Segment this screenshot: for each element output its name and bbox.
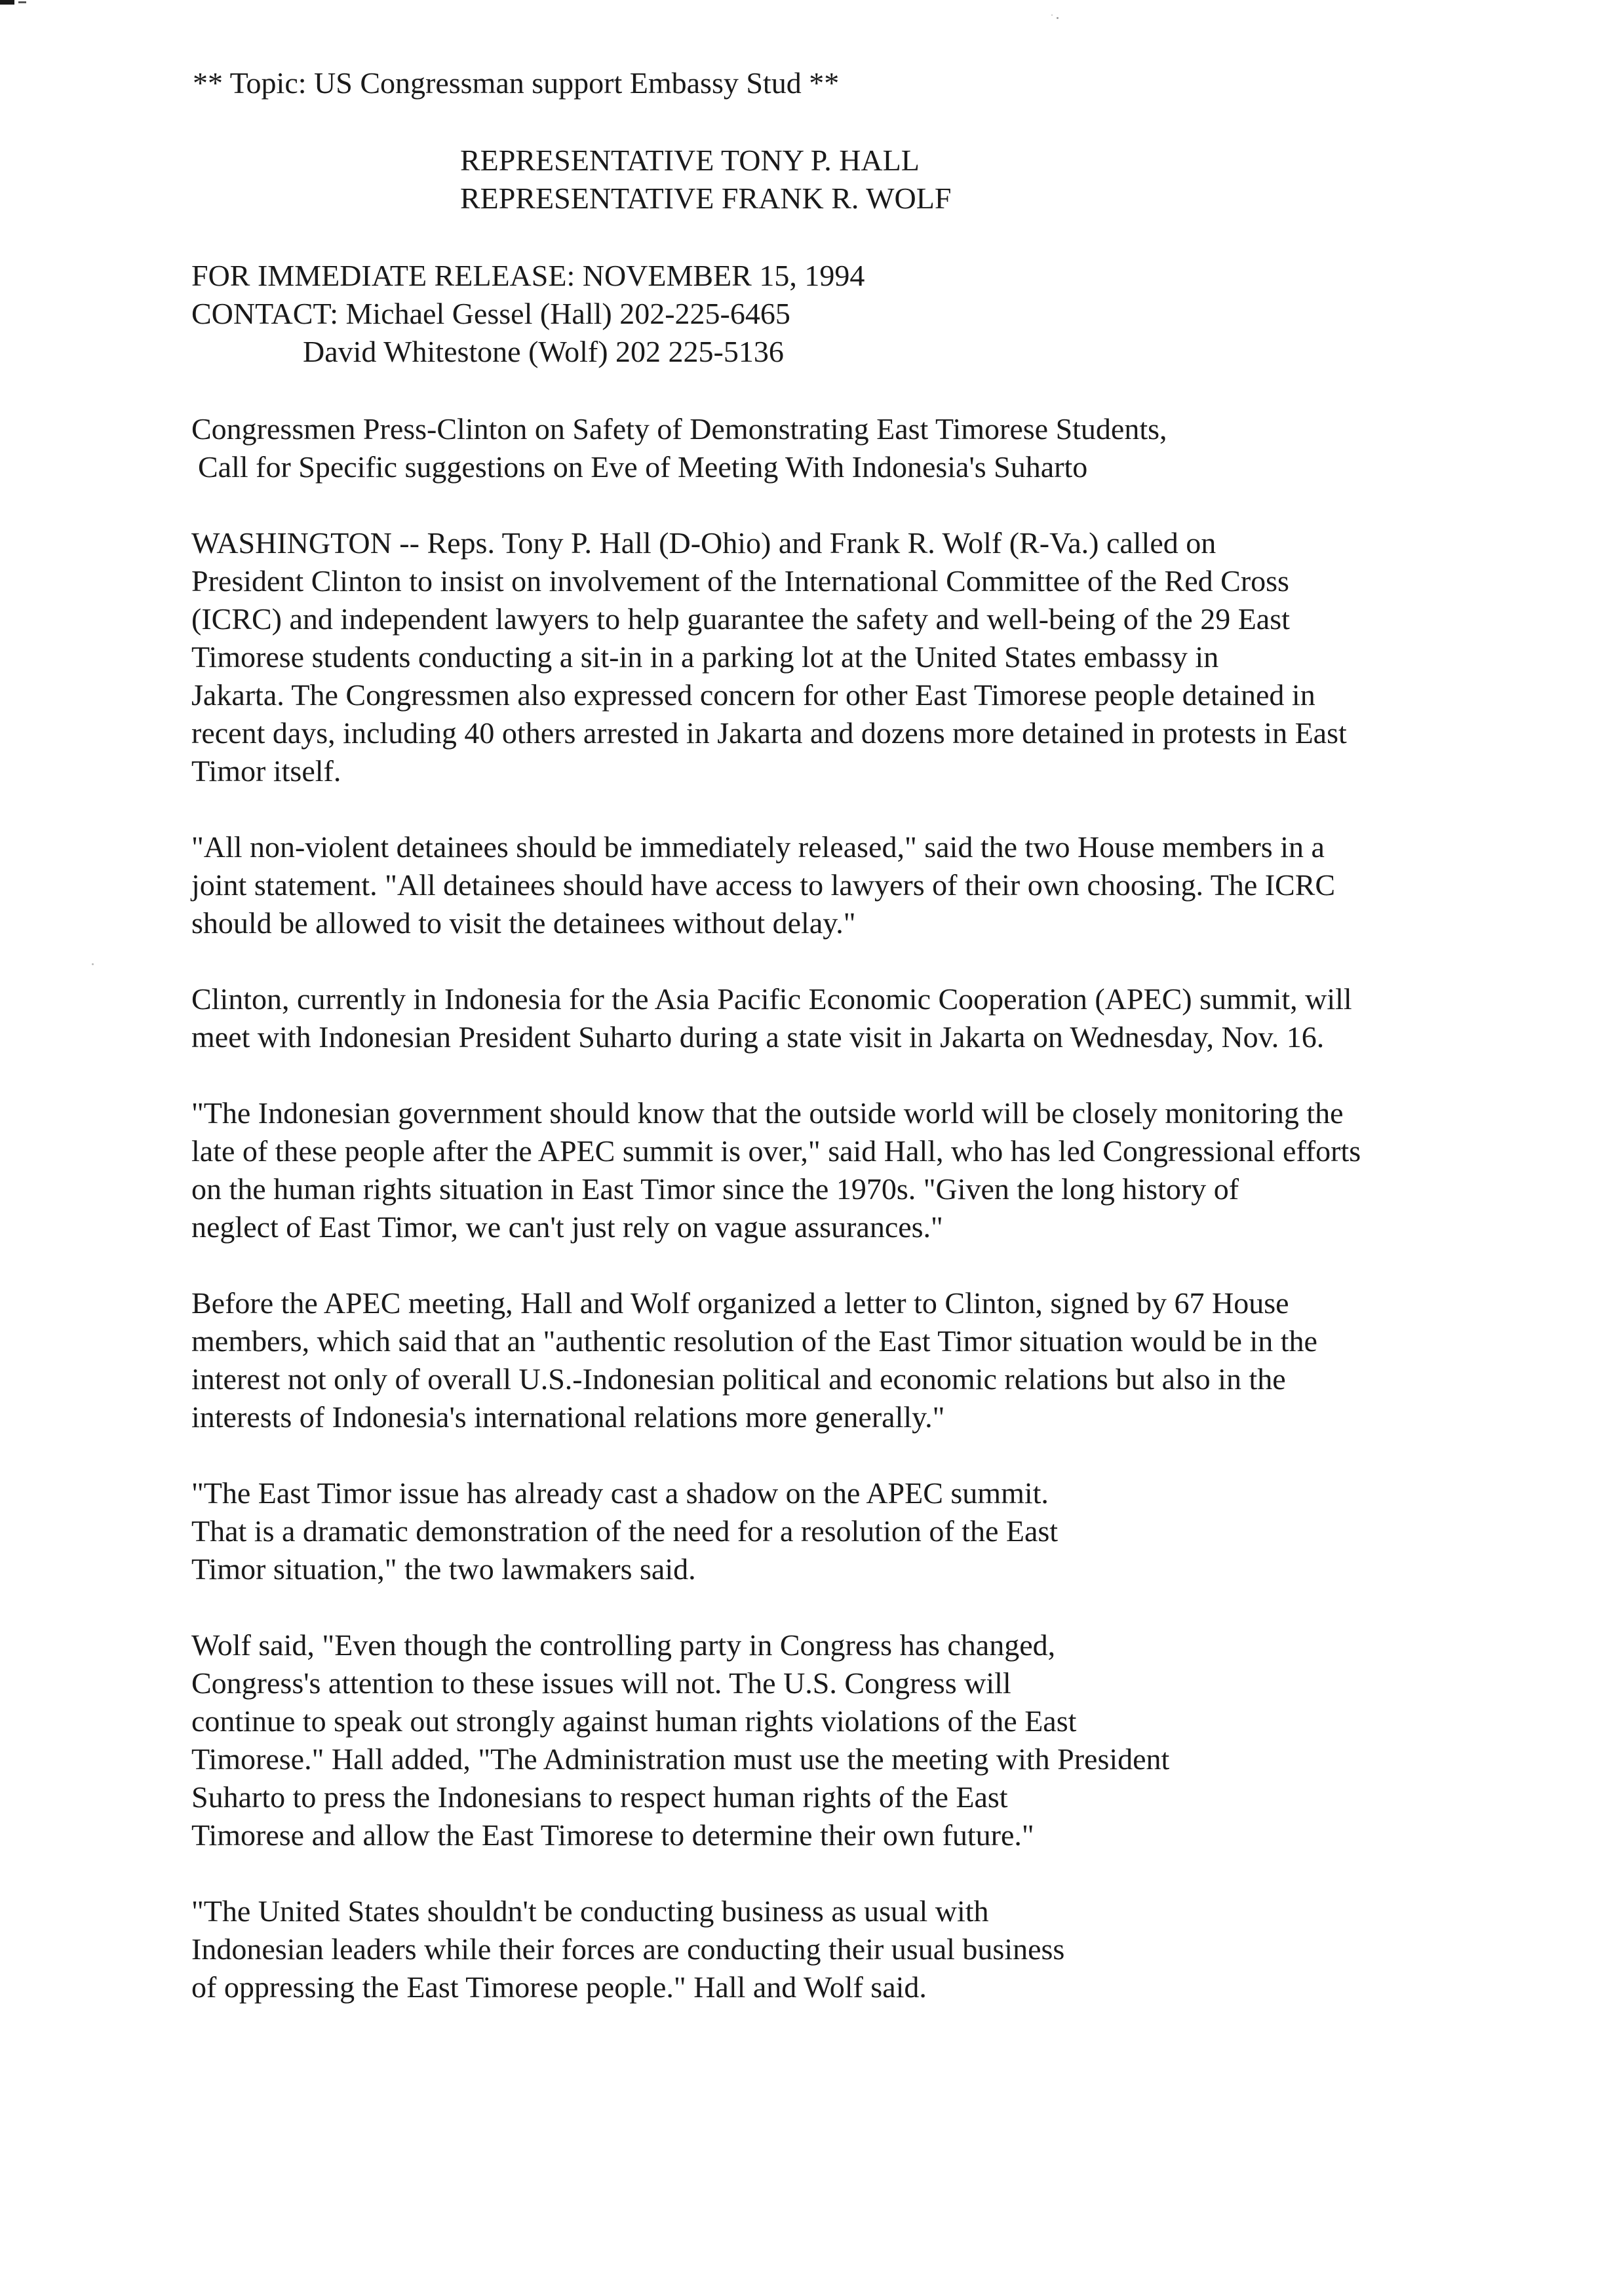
paragraph-line: meet with Indonesian President Suharto during a state visit in Jakarta on Wednesday, Nov. 16.: [191, 1020, 1325, 1054]
representative-hall: REPRESENTATIVE TONY P. HALL: [460, 144, 920, 177]
paragraph-line: interest not only of overall U.S.-Indonesian political and economic relations but also in the: [191, 1362, 1286, 1396]
headline: [191, 410, 1489, 486]
paragraph-line: continue to speak out strongly against human rights violations of the East: [191, 1704, 1077, 1738]
paragraph-line: Jakarta. The Congressmen also expressed concern for other East Timorese people detained in: [191, 678, 1315, 712]
paragraph-line: Wolf said, "Even though the controlling party in Congress has changed,: [191, 1628, 1056, 1662]
paragraph-line: "The United States shouldn't be conducting business as usual with: [191, 1894, 989, 1928]
body-paragraph: [191, 980, 1489, 1056]
paragraph-line: "All non-violent detainees should be immediately released," said the two House members in a: [191, 830, 1325, 864]
paragraph-line: Clinton, currently in Indonesia for the Asia Pacific Economic Cooperation (APEC) summit, will: [191, 982, 1352, 1016]
body-paragraph: [191, 1892, 1489, 2006]
paragraph-line: Suharto to press the Indonesians to respect human rights of the East: [191, 1780, 1008, 1814]
paragraph-line: President Clinton to insist on involvement of the International Committee of the Red Cross: [191, 564, 1289, 598]
paragraph-line: recent days, including 40 others arrested in Jakarta and dozens more detained in protests in East: [191, 716, 1347, 750]
contact-line-hall: CONTACT: Michael Gessel (Hall) 202-225-6465: [191, 297, 790, 330]
headline-line: Congressmen Press-Clinton on Safety of Demonstrating East Timorese Students,: [191, 412, 1167, 446]
paragraph-line: members, which said that an "authentic resolution of the East Timor situation would be in the: [191, 1324, 1317, 1358]
scan-speck: [1051, 14, 1053, 16]
topic-line: ** Topic: US Congressman support Embassy Stud **: [193, 66, 840, 100]
paragraph-line: Before the APEC meeting, Hall and Wolf organized a letter to Clinton, signed by 67 House: [191, 1286, 1289, 1320]
body-paragraph: [191, 1094, 1489, 1246]
scan-corner-mark: [0, 0, 14, 5]
paragraph-line: interests of Indonesia's international relations more generally.": [191, 1400, 945, 1434]
paragraph-line: neglect of East Timor, we can't just rely on vague assurances.": [191, 1210, 943, 1244]
scan-corner-dash: [18, 1, 26, 3]
paragraph-line: should be allowed to visit the detainees without delay.": [191, 906, 856, 940]
paragraph-line: Congress's attention to these issues will not. The U.S. Congress will: [191, 1666, 1011, 1700]
headline-line: Call for Specific suggestions on Eve of Meeting With Indonesia's Suharto: [198, 450, 1088, 484]
contact-line-wolf: David Whitestone (Wolf) 202 225-5136: [303, 335, 784, 368]
paragraph-line: Timor situation," the two lawmakers said.: [191, 1552, 696, 1586]
body-paragraph: [191, 1284, 1489, 1436]
scan-speck: [1057, 17, 1059, 19]
scan-speck: [92, 963, 94, 965]
release-date-line: FOR IMMEDIATE RELEASE: NOVEMBER 15, 1994: [191, 259, 865, 292]
release-info-block: [191, 257, 1489, 371]
press-release-body: [191, 64, 1489, 2006]
paragraph-line: WASHINGTON -- Reps. Tony P. Hall (D-Ohio) and Frank R. Wolf (R-Va.) called on: [191, 526, 1216, 560]
paragraph-line: Timorese students conducting a sit-in in a parking lot at the United States embassy in: [191, 640, 1219, 674]
paragraph-line: joint statement. "All detainees should have access to lawyers of their own choosing. The ICRC: [191, 868, 1336, 902]
body-paragraph: [191, 1626, 1489, 1854]
paragraph-line: Timorese." Hall added, "The Administration must use the meeting with President: [191, 1742, 1170, 1776]
representative-wolf: REPRESENTATIVE FRANK R. WOLF: [460, 182, 952, 215]
body-paragraphs: [191, 524, 1489, 2006]
paragraph-line: late of these people after the APEC summit is over," said Hall, who has led Congressional efforts: [191, 1134, 1361, 1168]
paragraph-line: on the human rights situation in East Timor since the 1970s. "Given the long history of: [191, 1172, 1239, 1206]
paragraph-line: "The Indonesian government should know that the outside world will be closely monitoring the: [191, 1096, 1344, 1130]
body-paragraph: [191, 1474, 1489, 1588]
body-paragraph: [191, 828, 1489, 942]
paragraph-line: Indonesian leaders while their forces are conducting their usual business: [191, 1932, 1065, 1966]
body-paragraph: [191, 524, 1489, 790]
paragraph-line: Timorese and allow the East Timorese to determine their own future.": [191, 1818, 1034, 1852]
paragraph-line: That is a dramatic demonstration of the need for a resolution of the East: [191, 1514, 1059, 1548]
paragraph-line: Timor itself.: [191, 754, 341, 788]
paragraph-line: of oppressing the East Timorese people." Hall and Wolf said.: [191, 1970, 927, 2004]
paragraph-line: "The East Timor issue has already cast a shadow on the APEC summit.: [191, 1476, 1049, 1510]
representatives-block: [460, 142, 1489, 218]
paragraph-line: (ICRC) and independent lawyers to help guarantee the safety and well-being of the 29 East: [191, 602, 1290, 636]
